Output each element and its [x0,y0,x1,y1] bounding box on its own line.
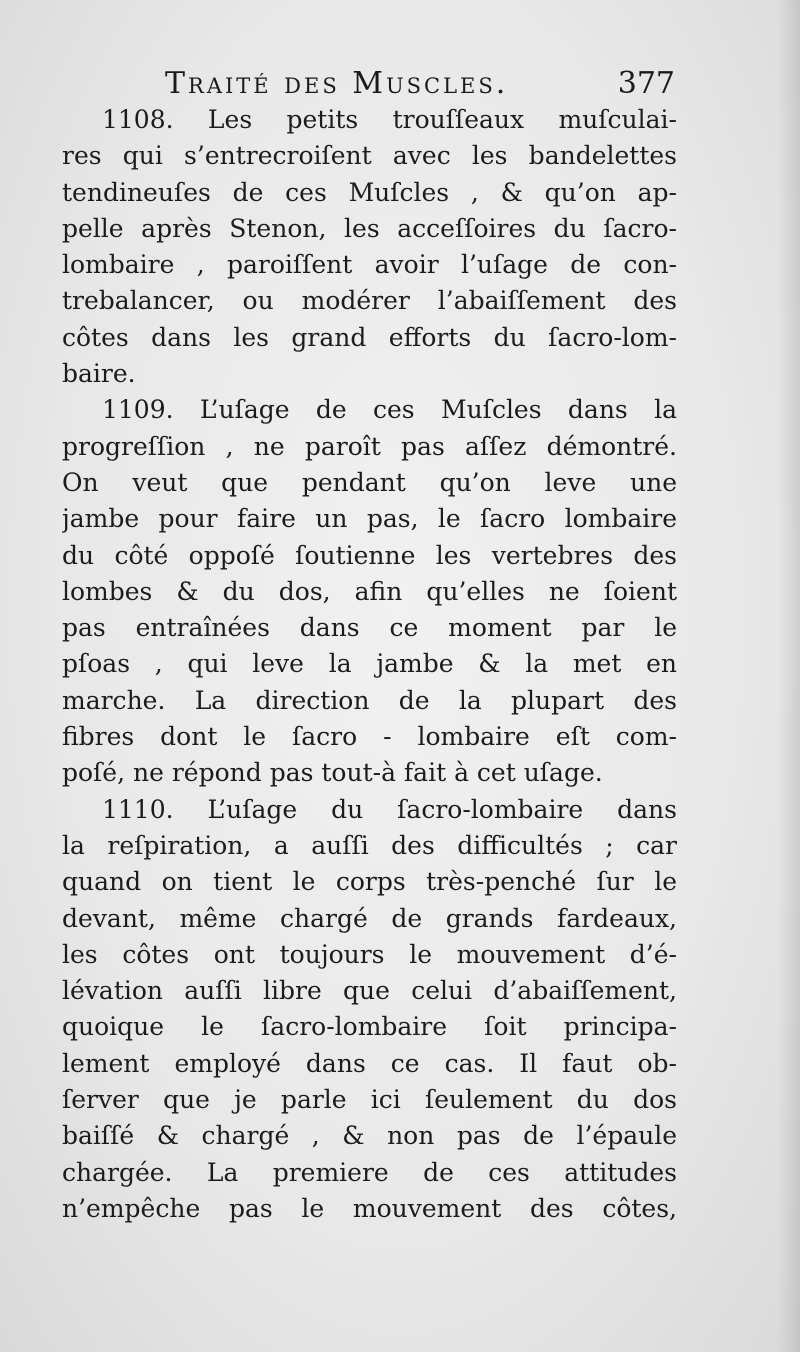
text-line: quand on tient le corps très-penché ſur le [62,867,677,897]
text-line: trebalancer, ou modérer l’abaiſſement des [62,286,677,316]
text-line: pſoas , qui leve la jambe & la met en [62,649,677,679]
text-line: progreſſion , ne paroît pas aſſez démontré. [62,431,677,461]
text-line: 1109. L’uſage de ces Muſcles dans la [102,395,677,425]
page-edge-shadow [778,0,800,1352]
body-text [62,102,677,1227]
text-line: lévation auſſi libre que celui d’abaiſſement, [62,976,677,1006]
text-line: res qui s’entrecroiſent avec les bandelettes [62,141,677,171]
text-line: tendineuſes de ces Muſcles , & qu’on ap- [62,177,677,207]
text-line: baiſſé & chargé , & non pas de l’épaule [62,1121,677,1151]
text-line: 1108. Les petits trouſſeaux muſculai- [102,105,677,134]
text-line: quoique le ſacro-lombaire ſoit principa- [62,1012,677,1042]
text-line: jambe pour faire un pas, le ſacro lombaire [62,504,677,534]
text-line: marche. La direction de la plupart des [62,685,677,715]
text-line: baire. [62,359,136,389]
text-line: devant, même chargé de grands fardeaux, [62,903,677,933]
text-line: n’empêche pas le mouvement des côtes, [62,1193,677,1223]
text-line: 1110. L’uſage du ſacro-lombaire dans [102,794,677,824]
text-line: pelle après Stenon, les acceſſoires du ſacro- [62,213,677,243]
running-head-title: Traité des Muscles. [165,66,509,101]
text-line: lement employé dans ce cas. Il faut ob- [62,1048,677,1078]
text-line: poſé, ne répond pas tout-à fait à cet uſage. [62,758,603,788]
text-line: ſerver que je parle ici ſeulement du dos [62,1085,677,1115]
text-line: du côté oppoſé ſoutienne les vertebres des [62,540,677,570]
text-line: les côtes ont toujours le mouvement d’é- [62,939,677,969]
text-line: chargée. La premiere de ces attitudes [62,1157,677,1187]
text-line: la reſpiration, a auſſi des difficultés ; car [62,830,677,860]
text-line: lombes & du dos, afin qu’elles ne ſoient [62,576,677,606]
page-number: 377 [617,66,675,101]
text-line: côtes dans les grand efforts du ſacro-lom- [62,322,677,352]
text-line: fibres dont le ſacro - lombaire eſt com- [62,722,677,752]
text-line: pas entraînées dans ce moment par le [62,613,677,643]
text-line: lombaire , paroiſſent avoir l’uſage de con- [62,250,677,280]
text-line: On veut que pendant qu’on leve une [62,467,677,497]
